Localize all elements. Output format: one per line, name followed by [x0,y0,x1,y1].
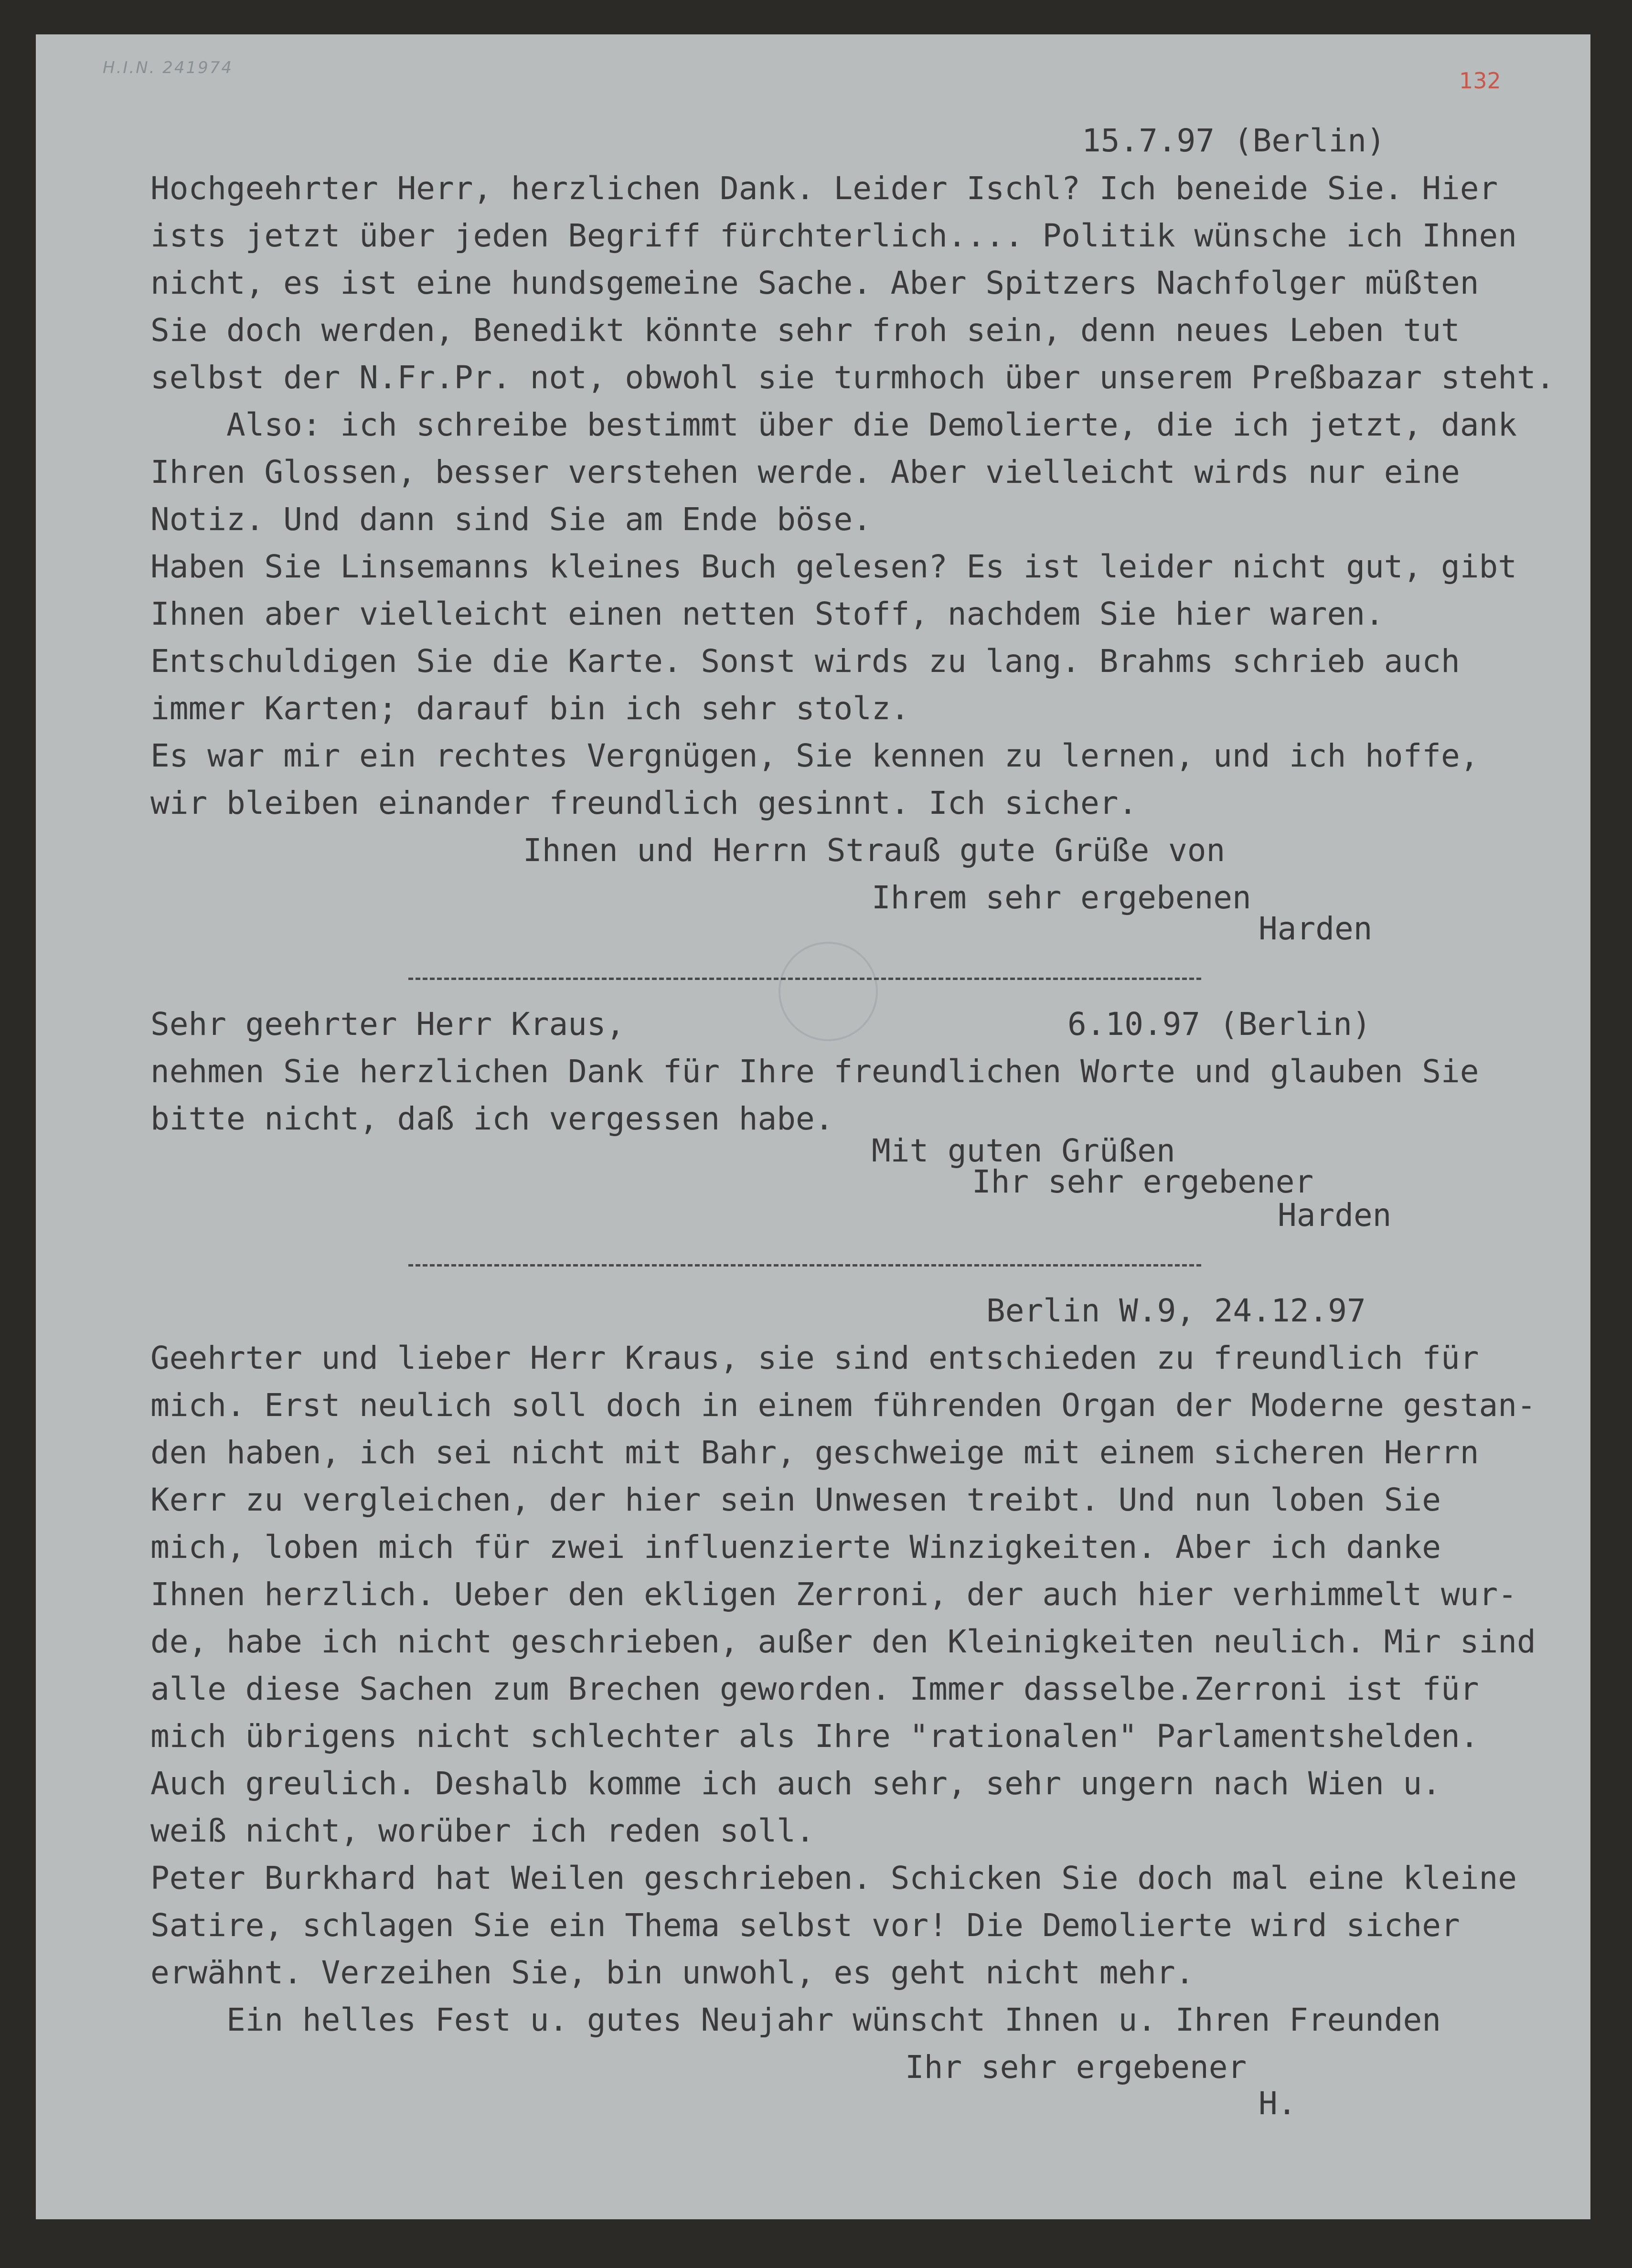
letter3-line: mich. Erst neulich soll doch in einem führenden Organ der Moderne gestan- [150,1387,1536,1424]
letter1-line: Hochgeehrter Herr, herzlichen Dank. Leider Ischl? Ich beneide Sie. Hier [150,170,1498,207]
letter1-line: Haben Sie Linsemanns kleines Buch gelesen? Es ist leider nicht gut, gibt [150,548,1517,585]
letter3-line: mich, loben mich für zwei influenzierte Winzigkeiten. Aber ich danke [150,1529,1441,1565]
letter3-line: weiß nicht, worüber ich reden soll. [150,1812,815,1849]
letter1-line: nicht, es ist eine hundsgemeine Sache. Aber Spitzers Nachfolger müßten [150,265,1479,301]
letter1-date: 15.7.97 (Berlin) [1082,122,1386,159]
letter3-line: alle diese Sachen zum Brechen geworden. Immer dasselbe.Zerroni ist für [150,1671,1479,1707]
archive-mark: H.I.N. 241974 [103,58,234,77]
letter1-line: Entschuldigen Sie die Karte. Sonst wirds zu lang. Brahms schrieb auch [150,643,1460,680]
letter2-salutation: Sehr geehrter Herr Kraus, [150,1006,625,1043]
letter3-line: den haben, ich sei nicht mit Bahr, geschweige mit einem sicheren Herrn [150,1434,1479,1471]
letter1-signature: Harden [1259,910,1373,947]
letter1-line: Ihren Glossen, besser verstehen werde. Aber vielleicht wirds nur eine [150,454,1460,490]
letter2-date: 6.10.97 (Berlin) [1067,1006,1371,1043]
separator-rule [408,978,1201,980]
letter3-line: Satire, schlagen Sie ein Thema selbst vor! Die Demolierte wird sicher [150,1907,1460,1944]
letter3-line: mich übrigens nicht schlechter als Ihre "rationalen" Parlamentshelden. [150,1718,1479,1755]
letter1-closing: Ihrem sehr ergebenen [872,879,1251,916]
letter2-closing: Mit guten Grüßen [872,1132,1175,1169]
faint-stamp [779,942,878,1041]
letter2-closing: Ihr sehr ergebener [972,1163,1314,1200]
letter1-closing: Ihnen und Herrn Strauß gute Grüße von [523,832,1226,869]
letter3-line: de, habe ich nicht geschrieben, außer den Kleinigkeiten neulich. Mir sind [150,1623,1536,1660]
letter-page [36,34,1590,2219]
letter1-line: Notiz. Und dann sind Sie am Ende böse. [150,501,872,538]
folio-number: 132 [1459,68,1501,94]
letter1-line: wir bleiben einander freundlich gesinnt. Ich sicher. [150,785,1138,821]
letter1-line: Ihnen aber vielleicht einen netten Stoff, nachdem Sie hier waren. [150,596,1384,632]
letter1-line: immer Karten; darauf bin ich sehr stolz. [150,690,910,727]
letter2-line: nehmen Sie herzlichen Dank für Ihre freundlichen Worte und glauben Sie [150,1053,1479,1090]
letter2-line: bitte nicht, daß ich vergessen habe. [150,1100,834,1137]
separator-rule [408,1264,1201,1267]
letter1-line: selbst der N.Fr.Pr. not, obwohl sie turmhoch über unserem Preßbazar steht. [150,359,1555,396]
letter3-closing: Ihr sehr ergebener [905,2049,1247,2086]
letter3-line: Kerr zu vergleichen, der hier sein Unwesen treibt. Und nun loben Sie [150,1481,1441,1518]
letter3-line: Ihnen herzlich. Ueber den ekligen Zerroni, der auch hier verhimmelt wur- [150,1576,1517,1613]
letter1-line: Es war mir ein rechtes Vergnügen, Sie kennen zu lernen, und ich hoffe, [150,737,1479,774]
letter3-date: Berlin W.9, 24.12.97 [986,1292,1366,1329]
letter3-line: Peter Burkhard hat Weilen geschrieben. Schicken Sie doch mal eine kleine [150,1860,1517,1896]
letter1-line: Sie doch werden, Benedikt könnte sehr froh sein, denn neues Leben tut [150,312,1460,349]
letter3-line: Ein helles Fest u. gutes Neujahr wünscht Ihnen u. Ihren Freunden [150,2002,1441,2038]
letter3-line: Auch greulich. Deshalb komme ich auch sehr, sehr ungern nach Wien u. [150,1765,1441,1802]
letter3-line: erwähnt. Verzeihen Sie, bin unwohl, es geht nicht mehr. [150,1954,1195,1991]
letter2-signature: Harden [1278,1197,1392,1234]
letter1-line: ists jetzt über jeden Begriff fürchterlich.... Politik wünsche ich Ihnen [150,217,1517,254]
letter3-signature: H. [1259,2085,1297,2122]
letter3-line: Geehrter und lieber Herr Kraus, sie sind entschieden zu freundlich für [150,1340,1479,1376]
letter1-line: Also: ich schreibe bestimmt über die Demolierte, die ich jetzt, dank [150,406,1517,443]
